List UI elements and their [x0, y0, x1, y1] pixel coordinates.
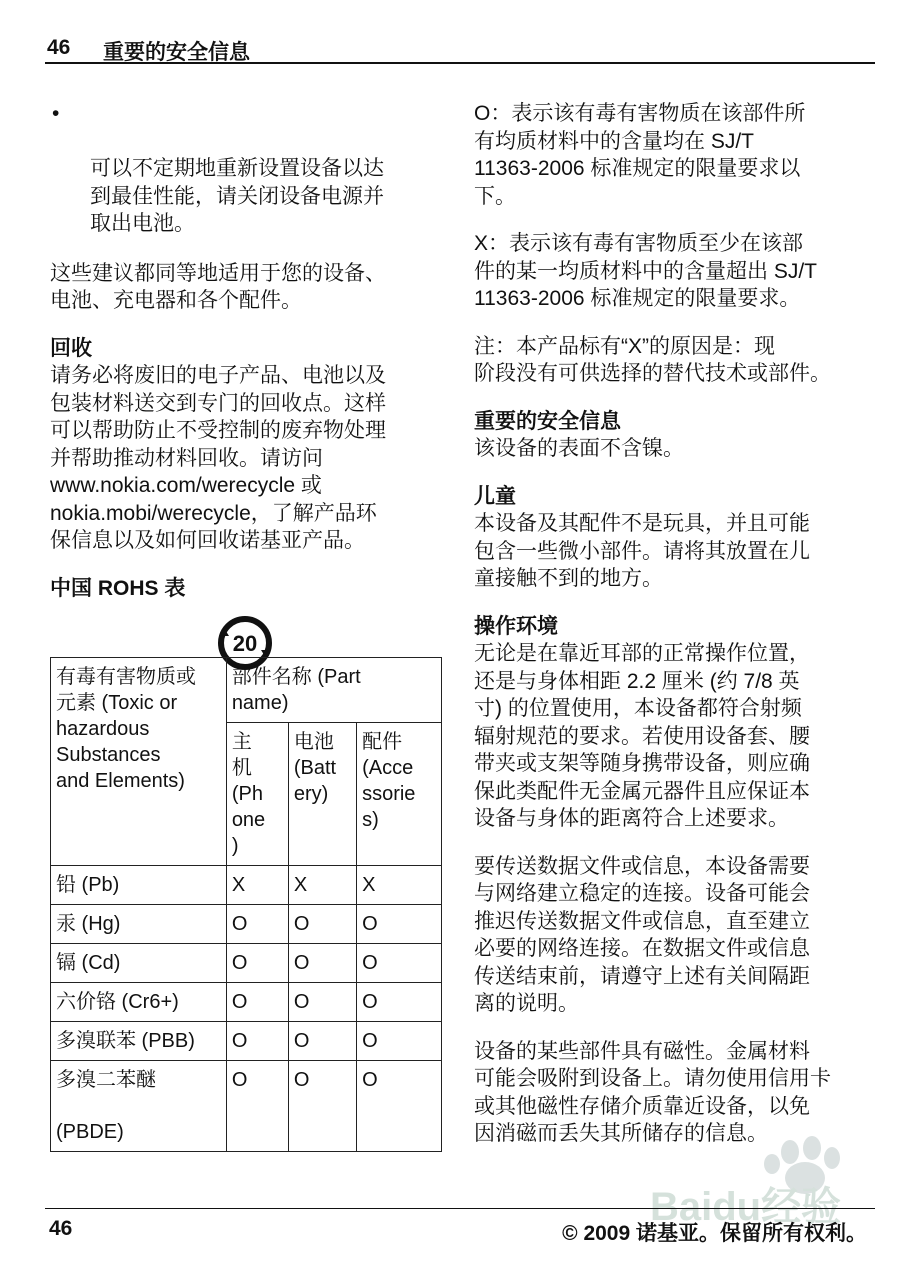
- accessory-value: X: [357, 866, 442, 905]
- table-row: [51, 944, 442, 983]
- header-substance: 有毒有害物质或 元素 (Toxic or hazardous Substances and Elements): [51, 658, 227, 866]
- table-row: [51, 905, 442, 944]
- page-footer: [45, 1208, 875, 1249]
- safety-heading: 重要的安全信息: [474, 409, 621, 433]
- battery-value: O: [288, 983, 356, 1022]
- rohs-heading: 中国 ROHS 表: [50, 576, 186, 600]
- table-row: [51, 1061, 442, 1152]
- o-note: O：表示该有毒有害物质在该部件所 有均质材料中的含量均在 SJ/T 11363-2006 标准规定的限量要求以 下。: [474, 102, 806, 208]
- col-phone: 主 机 (Ph one ): [226, 723, 288, 866]
- phone-value: O: [226, 1061, 288, 1152]
- recycle-heading: 回收: [50, 336, 92, 360]
- header-part-name: 部件名称 (Part name): [226, 658, 441, 723]
- substance-name: 六价铬 (Cr6+): [51, 983, 227, 1022]
- logo-number: 20: [232, 631, 258, 656]
- bullet-item: [50, 100, 445, 238]
- environment-text-3: 设备的某些部件具有磁性。金属材料 可能会吸附到设备上。请勿使用信用卡 或其他磁性存储介质靠近设备，以免 因消磁而丢失其所储存的信息。: [474, 1039, 831, 1145]
- page-header: [45, 34, 875, 64]
- substance-name: 多溴联苯 (PBB): [51, 1022, 227, 1061]
- right-column: [474, 100, 874, 1168]
- col-battery: 电池 (Batt ery): [288, 723, 356, 866]
- accessory-value: O: [357, 983, 442, 1022]
- table-row: [51, 866, 442, 905]
- accessory-value: O: [357, 1022, 442, 1061]
- environment-heading: 操作环境: [474, 614, 558, 638]
- bullet-dot: •: [52, 102, 60, 125]
- phone-value: O: [226, 905, 288, 944]
- col-accessories: 配件 (Acce ssorie s): [357, 723, 442, 866]
- recycle-text: 请务必将废旧的电子产品、电池以及 包装材料送交到专门的回收点。这样 可以帮助防止不受控制的废弃物处理 并帮助推动材料回收。请访问 www.nokia.com/werecycle 或 nokia.mobi/werecycle，了解产品环 保信息以及如何回收诺基亚产品。: [50, 364, 386, 552]
- children-heading: 儿童: [474, 484, 516, 508]
- left-column: [50, 100, 445, 676]
- phone-value: X: [226, 866, 288, 905]
- x-note: X：表示该有毒有害物质至少在该部 件的某一均质材料中的含量超出 SJ/T 11363-2006 标准规定的限量要求。: [474, 232, 818, 310]
- x-reason-note: 注：本产品标有“X”的原因是：现 阶段没有可供选择的替代技术或部件。: [474, 334, 831, 385]
- substance-name: 铅 (Pb): [51, 866, 227, 905]
- applies-paragraph: 这些建议都同等地适用于您的设备、 电池、充电器和各个配件。: [50, 261, 386, 312]
- battery-value: O: [288, 1022, 356, 1061]
- footer-page-number: 46: [49, 1217, 73, 1240]
- table-row: [51, 983, 442, 1022]
- bullet-text: 可以不定期地重新设置设备以达 到最佳性能，请关闭设备电源并 取出电池。: [90, 157, 384, 235]
- battery-value: X: [288, 866, 356, 905]
- environment-text-1: 无论是在靠近耳部的正常操作位置， 还是与身体相距 2.2 厘米 (约 7/8 英 寸) 的位置使用，本设备都符合射频 辐射规范的要求。若使用设备套、腰 带夹或支架等随身携带设备，则应确 保此类配件无金属元器件且应保证本 设备与身体的距离符合上述要求。: [474, 642, 810, 830]
- accessory-value: O: [357, 905, 442, 944]
- substance-name: 汞 (Hg): [51, 905, 227, 944]
- battery-value: O: [288, 1061, 356, 1152]
- table-row: [51, 1022, 442, 1061]
- footer-copyright: © 2009 诺基亚。保留所有权利。: [562, 1222, 867, 1245]
- battery-value: O: [288, 944, 356, 983]
- accessory-value: O: [357, 1061, 442, 1152]
- header-title: 重要的安全信息: [103, 41, 250, 64]
- watermark-text: Baidu经验: [650, 1185, 842, 1229]
- safety-text: 该设备的表面不含镍。: [474, 437, 684, 460]
- phone-value: O: [226, 944, 288, 983]
- phone-value: O: [226, 983, 288, 1022]
- battery-value: O: [288, 905, 356, 944]
- substance-name: 镉 (Cd): [51, 944, 227, 983]
- header-page-number: 46: [47, 36, 71, 59]
- phone-value: O: [226, 1022, 288, 1061]
- environment-text-2: 要传送数据文件或信息，本设备需要 与网络建立稳定的连接。设备可能会 推迟传送数据文件或信息，直至建立 必要的网络连接。在数据文件或信息 传送结束前，请遵守上述有关间隔距 离的说明。: [474, 854, 810, 1015]
- accessory-value: O: [357, 944, 442, 983]
- rohs-table: [50, 657, 442, 1152]
- substance-name: 多溴二苯醚 (PBDE): [51, 1061, 227, 1152]
- children-text: 本设备及其配件不是玩具，并且可能 包含一些微小部件。请将其放置在儿 童接触不到的地方。: [474, 512, 810, 590]
